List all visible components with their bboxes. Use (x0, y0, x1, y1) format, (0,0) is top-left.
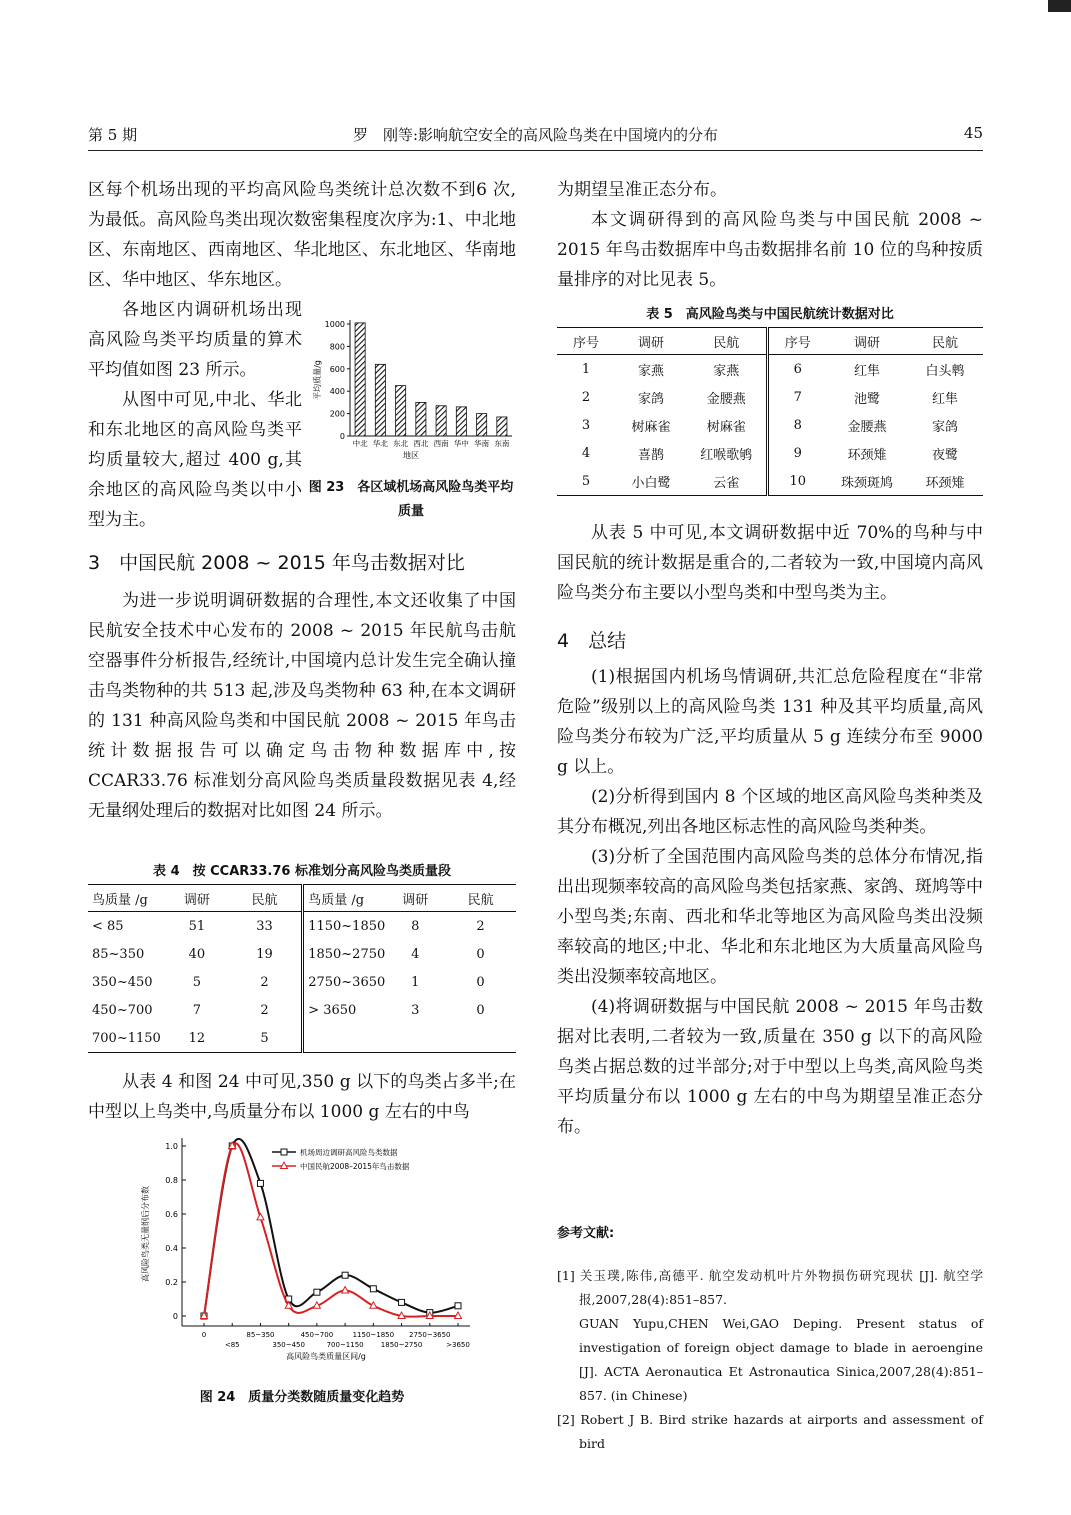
table-header-cell: 民航 (467, 892, 494, 908)
table-header-cell: 鸟质量 /g (92, 892, 148, 908)
table-cell: 家燕 (637, 363, 664, 379)
x-tick-label: 700~1150 (326, 1341, 364, 1349)
x-tick-label: 1850~2750 (380, 1341, 423, 1349)
table-cell: > 3650 (308, 1002, 357, 1018)
paragraph: 区每个机场出现的平均高风险鸟类统计总次数不到6 次,为最低。高风险鸟类出现次数密集程度次序为:1、中北地区、东南地区、西南地区、华北地区、东北地区、华南地区、华中地区、华东地区。 (88, 180, 516, 290)
table-row (88, 940, 516, 968)
legend-label: 机场周边调研高风险鸟类数据 (300, 1148, 398, 1157)
table-cell: 4 (411, 946, 420, 962)
fig24-caption: 图 24 质量分类数随质量变化趋势 (199, 1390, 405, 1405)
table-row (557, 439, 983, 467)
table-cell: 2750~3650 (308, 974, 386, 990)
table-header-cell: 鸟质量 /g (308, 892, 365, 908)
references-title: 参考文献: (557, 1226, 615, 1241)
paragraph: 从表 4 和图 24 中可见,350 g 以下的鸟类占多半;在中型以上鸟类中,鸟质量分布以 1000 g 左右的中鸟 (88, 1072, 516, 1122)
x-tick-label: 中北 (352, 439, 368, 448)
table-cell: 珠颈斑鸠 (840, 475, 893, 491)
data-point (257, 1180, 263, 1186)
header-issue: 第 5 期 (88, 126, 138, 144)
table-cell: 19 (228, 940, 303, 968)
table-header-cell: 调研 (183, 892, 210, 908)
y-tick-label: 200 (329, 409, 345, 419)
y-axis-title: 高风险鸟类无量纲后分布数 (141, 1186, 150, 1282)
table-cell: 白头鹎 (925, 363, 965, 379)
table-cell: 0 (476, 946, 485, 962)
table-cell: 9 (793, 445, 802, 461)
reference-item: [2] Robert J B. Bird strike hazards at airports and assessment of bird (557, 1412, 983, 1451)
y-tick-label: 0.4 (165, 1244, 178, 1253)
y-tick-label: 0.8 (165, 1176, 178, 1185)
table-cell: 5 (581, 473, 591, 489)
paragraph: 各地区内调研机场出现高风险鸟类平均质量的算术平均值如图 23 所示。 (88, 300, 302, 380)
x-axis-title: 地区 (403, 451, 419, 460)
table5-caption: 表 5 高风险鸟类与中国民航统计数据对比 (646, 307, 894, 322)
table-row (88, 968, 516, 996)
data-point (314, 1289, 320, 1295)
table-cell: 2 (228, 996, 303, 1024)
x-tick-label: 350~450 (272, 1341, 305, 1349)
table-header-cell: 民航 (687, 328, 767, 355)
table-cell: 3 (411, 1002, 420, 1018)
x-tick-label: <85 (224, 1341, 240, 1349)
reference-item: [1] 关玉璞,陈伟,高德平. 航空发动机叶片外物损伤研究现状 [J]. 航空学报,2007,28(4):851–857. (557, 1268, 983, 1307)
table-cell: 树麻雀 (631, 419, 671, 435)
page-corner-mark (1048, 0, 1071, 12)
x-tick-label: 华北 (372, 439, 388, 448)
table4-caption: 表 4 按 CCAR33.76 标准划分高风险鸟类质量段 (153, 864, 451, 879)
data-point (257, 1213, 264, 1220)
table-cell (385, 1024, 445, 1053)
references (557, 1222, 983, 1456)
header-title: 罗 刚等:影响航空安全的高风险鸟类在中国境内的分布 (352, 126, 719, 144)
table-cell: 环颈雉 (847, 447, 887, 463)
table-cell: 家鸽 (931, 419, 958, 435)
section-title: 4 总结 (557, 630, 627, 652)
table-cell: 红喉歌鸲 (687, 439, 767, 467)
bar (497, 417, 507, 436)
left-column (88, 175, 516, 295)
x-tick-label: >3650 (446, 1341, 470, 1349)
x-tick-label: 85~350 (246, 1331, 275, 1339)
table-cell: 夜鹭 (931, 447, 958, 463)
figure-23 (306, 312, 516, 524)
left-tail (88, 1067, 516, 1127)
bar (375, 364, 385, 436)
table-cell: 家鸽 (637, 391, 664, 407)
table-4 (88, 884, 516, 1053)
table-cell: 树麻雀 (687, 411, 767, 439)
header-rule (88, 150, 983, 151)
bar (456, 407, 466, 436)
table-cell: 1 (411, 974, 420, 990)
x-tick-label: 0 (201, 1331, 207, 1339)
table-5-block (557, 305, 983, 496)
table-cell: 40 (188, 946, 206, 962)
table-header-cell: 调研 (853, 335, 880, 351)
reference-item-translation: GUAN Yupu,CHEN Wei,GAO Deping. Present status of investigation of foreign object damage to blade in aeroengine [J]. ACTA Aeronautica Et Astronautica Sinica,2007,28(4):851–857. (in Chinese) (579, 1316, 983, 1403)
table-cell: 1850~2750 (308, 946, 386, 962)
y-tick-label: 1.0 (165, 1142, 178, 1151)
table-cell: 10 (789, 473, 807, 489)
table-cell: 0 (476, 974, 485, 990)
data-point (342, 1287, 349, 1294)
table-cell: 85~350 (92, 946, 145, 962)
table-cell: 3 (581, 417, 591, 433)
table-cell: 家燕 (687, 355, 767, 384)
x-tick-label: 华南 (474, 439, 490, 448)
right-body (557, 518, 983, 1142)
right-column (557, 175, 983, 295)
section-3 (88, 548, 516, 826)
table-cell: 8 (411, 918, 420, 934)
x-tick-label: 2750~3650 (409, 1331, 451, 1339)
table-cell: 池鹭 (853, 391, 880, 407)
y-tick-label: 1000 (324, 320, 345, 329)
x-tick-label: 东南 (494, 439, 510, 448)
legend-label: 中国民航2008–2015年鸟击数据 (300, 1162, 410, 1171)
y-tick-label: 0 (172, 1312, 178, 1321)
table-cell: 1150~1850 (308, 918, 386, 934)
y-tick-label: 600 (329, 364, 345, 374)
table-cell: < 85 (92, 918, 124, 934)
table-cell: 金腰燕 (847, 419, 887, 435)
summary-item: (1)根据国内机场鸟情调研,共汇总危险程度在“非常危险”级别以上的高风险鸟类 131 种及其平均质量,高风险鸟类分布较为广泛,平均质量从 5 g 连续分布至 9000 g 以上。 (557, 667, 983, 777)
fig23-chart (306, 312, 516, 472)
y-tick-label: 0.6 (165, 1210, 178, 1219)
table-cell: 12 (188, 1030, 206, 1046)
table-cell: 8 (793, 417, 802, 433)
table-cell: 5 (228, 1024, 303, 1053)
header-page-number: 45 (963, 124, 983, 142)
table-cell: 6 (793, 361, 802, 377)
table-row (88, 912, 516, 941)
x-tick-label: 1150~1850 (352, 1331, 395, 1339)
table-cell: 云雀 (687, 467, 767, 496)
table-cell: 5 (192, 974, 202, 990)
data-point (399, 1299, 405, 1305)
bar (477, 414, 487, 436)
table-row (557, 467, 983, 496)
table-cell: 700~1150 (92, 1030, 161, 1046)
table-cell: 环颈雉 (925, 475, 965, 491)
y-tick-label: 0 (339, 432, 345, 441)
summary-item: (3)分析了全国范围内高风险鸟类的总体分布情况,指出出现频率较高的高风险鸟类包括家燕、家鸽、斑鸠等中小型鸟类;东南、西北和华北等地区为高风险鸟类出没频率较高的地区;中北、华北和东北地区为大质量高风险鸟类出没频率较高地区。 (557, 847, 983, 987)
data-point (370, 1286, 376, 1292)
x-tick-label: 西南 (433, 439, 449, 448)
paragraph: 本文调研得到的高风险鸟类与中国民航 2008 ~ 2015 年鸟击数据库中鸟击数据排名前 10 位的鸟种按质量排序的对比见表 5。 (557, 210, 983, 290)
paragraph: 从图中可见,中北、华北和东北地区的高风险鸟类平均质量较大,超过 400 g,其余地区的高风险鸟类以中小型为主。 (88, 390, 302, 530)
x-tick-label: 华中 (453, 439, 469, 448)
table-row (557, 411, 983, 439)
paragraph: 从表 5 中可见,本文调研数据中近 70%的鸟种与中国民航的统计数据是重合的,二者较为一致,中国境内高风险鸟类分布主要以小型鸟类和中型鸟类为主。 (557, 523, 983, 603)
table-cell: 350~450 (92, 974, 153, 990)
left-wrap-text (88, 295, 302, 535)
table-cell: 喜鹊 (637, 447, 664, 463)
table-cell: 金腰燕 (687, 383, 767, 411)
table-cell: 1 (581, 361, 591, 377)
table-cell: 51 (188, 918, 206, 934)
fig23-caption: 图 23 各区域机场高风险鸟类平均质量 (308, 480, 514, 519)
fig24-chart (120, 1130, 480, 1385)
x-tick-label: 450~700 (300, 1331, 334, 1339)
section-title: 3 中国民航 2008 ~ 2015 年鸟击数据对比 (88, 552, 465, 574)
bar (355, 323, 365, 436)
table-cell: 7 (192, 1002, 202, 1018)
y-tick-label: 800 (329, 342, 345, 352)
table-cell: 33 (228, 912, 303, 941)
table-cell (445, 1024, 516, 1053)
table-row (557, 355, 983, 384)
figure-24 (120, 1130, 480, 1389)
table-cell (303, 1024, 386, 1053)
table-row (88, 996, 516, 1024)
x-tick-label: 东北 (393, 439, 409, 448)
summary-item: (4)将调研数据与中国民航 2008 ~ 2015 年鸟击数据对比表明,二者较为一致,质量在 350 g 以下的高风险鸟类占据总数的过半部分;对于中型以上鸟类,高风险鸟类平均质量分布以 1000 g 左右的中鸟为期望呈准正态分布。 (557, 997, 983, 1137)
legend-marker (281, 1149, 287, 1155)
table-cell: 2 (228, 968, 303, 996)
table-row (88, 1024, 516, 1053)
paragraph: 为进一步说明调研数据的合理性,本文还收集了中国民航安全技术中心发布的 2008 ~ 2015 年民航鸟击航空器事件分析报告,经统计,中国境内总计发生完全确认撞击鸟类物种的共 513 起,涉及鸟类物种 63 种,在本文调研的 131 种高风险鸟类和中国民航 2008 ~ 2015 年鸟击统计数据报告可以确定鸟击物种数据库中,按 CCAR33.76 标准划分高风险鸟类质量段数据见表 4,经无量纲处理后的数据对比如图 24 所示。 (88, 591, 516, 821)
y-axis-title: 平均质量/g (313, 360, 322, 400)
table-cell: 7 (793, 389, 802, 405)
table-header-cell: 民航 (931, 335, 958, 351)
bar (396, 386, 406, 436)
y-tick-label: 400 (329, 387, 345, 397)
table-header-cell: 序号 (784, 335, 811, 351)
table-cell: 小白鹭 (631, 475, 671, 491)
table-header-cell: 调研 (637, 335, 664, 351)
table-cell: 450~700 (92, 1002, 153, 1018)
table-cell: 0 (476, 1002, 485, 1018)
paragraph: 为期望呈准正态分布。 (557, 180, 727, 200)
table-header-cell: 调研 (402, 892, 429, 908)
data-point (455, 1303, 461, 1309)
summary-item: (2)分析得到国内 8 个区域的地区高风险鸟类种类及其分布概况,列出各地区标志性的高风险鸟类种类。 (557, 787, 983, 837)
x-axis-title: 高风险鸟类质量区间/g (286, 1352, 366, 1361)
bar (416, 402, 426, 436)
table-cell: 4 (581, 445, 591, 461)
table-header-cell: 序号 (572, 335, 599, 351)
table-cell: 红隼 (931, 391, 958, 407)
bar (436, 406, 446, 436)
y-tick-label: 0.2 (165, 1278, 178, 1287)
table-cell: 2 (581, 389, 591, 405)
table-header-cell: 民航 (228, 885, 303, 912)
table-5 (557, 327, 983, 496)
table-4-block (88, 862, 516, 1053)
table-row (557, 383, 983, 411)
table-cell: 红隼 (853, 363, 880, 379)
table-cell: 2 (476, 918, 485, 934)
x-tick-label: 西北 (413, 439, 429, 448)
data-point (342, 1272, 348, 1278)
